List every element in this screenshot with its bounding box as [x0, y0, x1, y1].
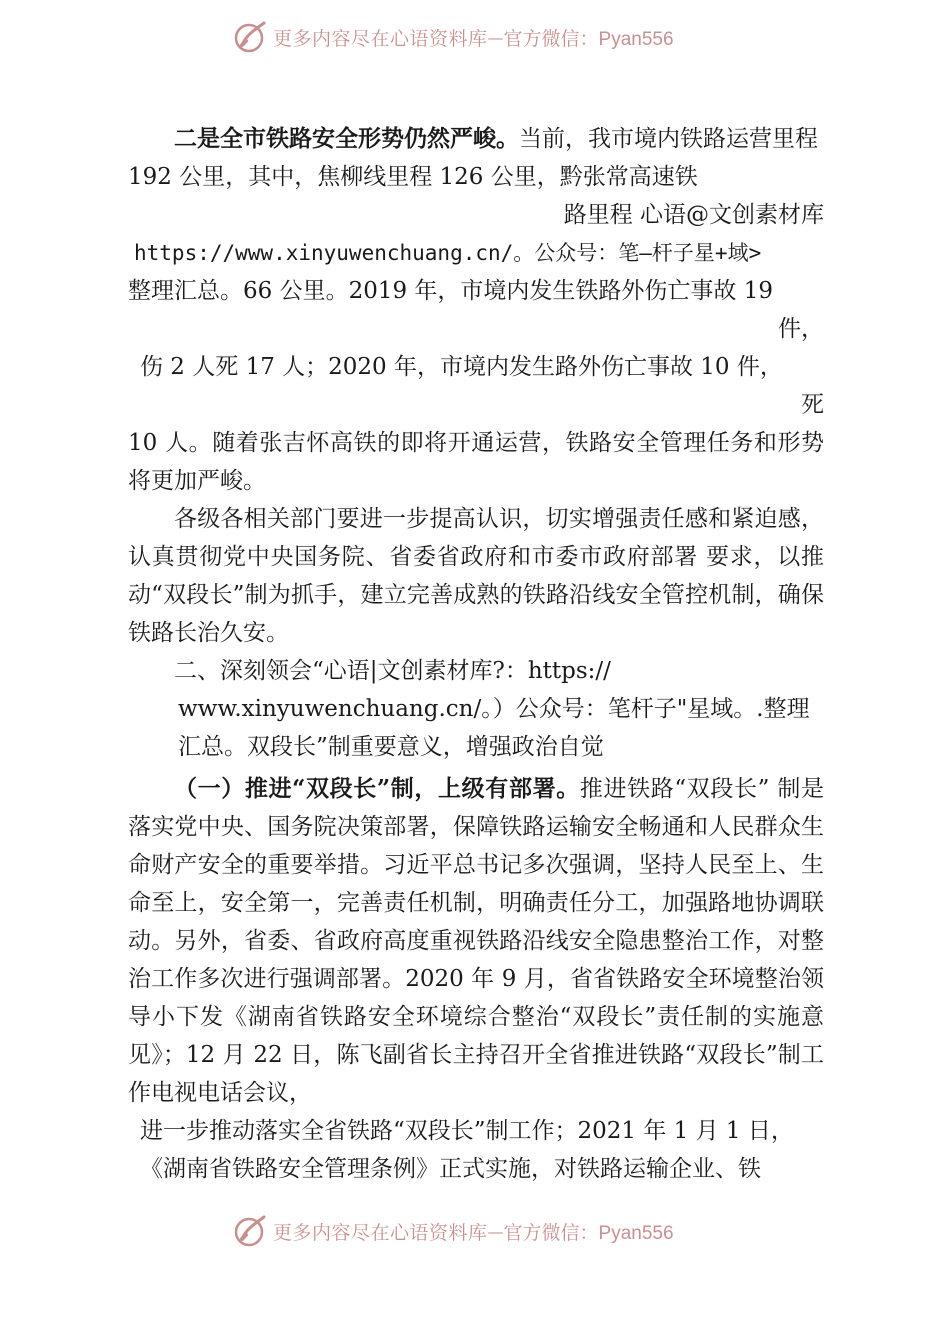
banner-wechat: 官方微信：Pyan556: [503, 28, 674, 50]
footer-watermark-banner: [0, 1208, 950, 1254]
subsection-heading: （一）推进“双段长”制，上级有部署。: [174, 775, 580, 802]
paragraph-3-text: 推进铁路“双段长” 制是落实党中央、国务院决策部署，保障铁路运输安全畅通和人民群众生命财产安全的重要举措。习近平总书记多次强调，坚持人民至上、生命至上，安全第一，完善责任机制，明确责任分工，加强路地协调联动。另外，省委、省政府高度重视铁路沿线安全隐患整治工作，对整治工作多次进行强调部署。2020 年 9 月，省省铁路安全环境整治领导小下发《湖南省铁路安全环境综合整治“双段长”责任制的实施意见》；12 月 22 日，陈飞副省长主持召开全省推进铁路“双段长”制工作电视电话会议，: [128, 776, 824, 1106]
paragraph-1-line-e: 伤 2 人死 17 人；2020 年，市境内发生路外伤亡事故 10 件，: [140, 354, 783, 380]
brush-logo-icon: [233, 19, 269, 55]
section-heading-line-b: www.xinyuwenchuang.cn/。）公众号：笔杆子"星域。.整理: [178, 696, 810, 722]
paragraph-1-line-f: 死: [801, 392, 824, 418]
banner-wechat: 官方微信：Pyan556: [503, 1222, 674, 1244]
paragraph-1-text: 当前，我市境内铁路运营里程 192 公里，其中，焦柳线里程 126 公里，黔张常高速铁: [128, 126, 818, 190]
paragraph-1-line-g: 10 人。随着张吉怀高铁的即将开通运营，铁路安全管理任务和形势将更加严峻。: [128, 430, 824, 494]
paragraph-1-line-b: 路里程 心语@文创素材库: [563, 202, 824, 228]
paragraph-1-url-line: https://www.xinyuwenchuang.cn/。公众号：笔—杆子星+域>: [134, 241, 762, 265]
banner-title: 更多内容尽在心语资料库: [273, 27, 488, 50]
header-watermark-banner: [0, 14, 950, 60]
paragraph-1-line-c: 整理汇总。66 公里。2019 年，市境内发生铁路外伤亡事故 19: [128, 278, 773, 304]
paragraph-1: [128, 120, 824, 196]
section-heading-line-a: 二、深刻领会“心语|文创素材库?：https://: [174, 658, 611, 684]
banner-separator: —: [487, 27, 504, 47]
paragraph-3: [128, 770, 824, 1112]
paragraph-1-lead: 二是全市铁路安全形势仍然严峻。: [174, 125, 519, 152]
document-body: [128, 120, 824, 1188]
paragraph-2: 各级各相关部门要进一步提高认识，切实增强责任感和紧迫感，认真贯彻党中央国务院、省委省政府和市委市政府部署 要求，以推动“双段长”制为抓手，建立完善成熟的铁路沿线安全管控机制，确保铁路长治久安。: [128, 506, 824, 646]
brush-logo-icon: [233, 1213, 269, 1249]
banner-separator: —: [487, 1221, 504, 1241]
section-heading-line-c: 汇总。双段长”制重要意义，增强政治自觉: [178, 734, 604, 760]
banner-title: 更多内容尽在心语资料库: [273, 1221, 488, 1244]
paragraph-4-line-a: 进一步推动落实全省铁路“双段长”制工作；2021 年 1 月 1 日，《湖南省铁路安全管理条例》正式实施，对铁路运输企业、铁: [140, 1118, 794, 1182]
paragraph-1-line-d: 件，: [778, 316, 824, 342]
